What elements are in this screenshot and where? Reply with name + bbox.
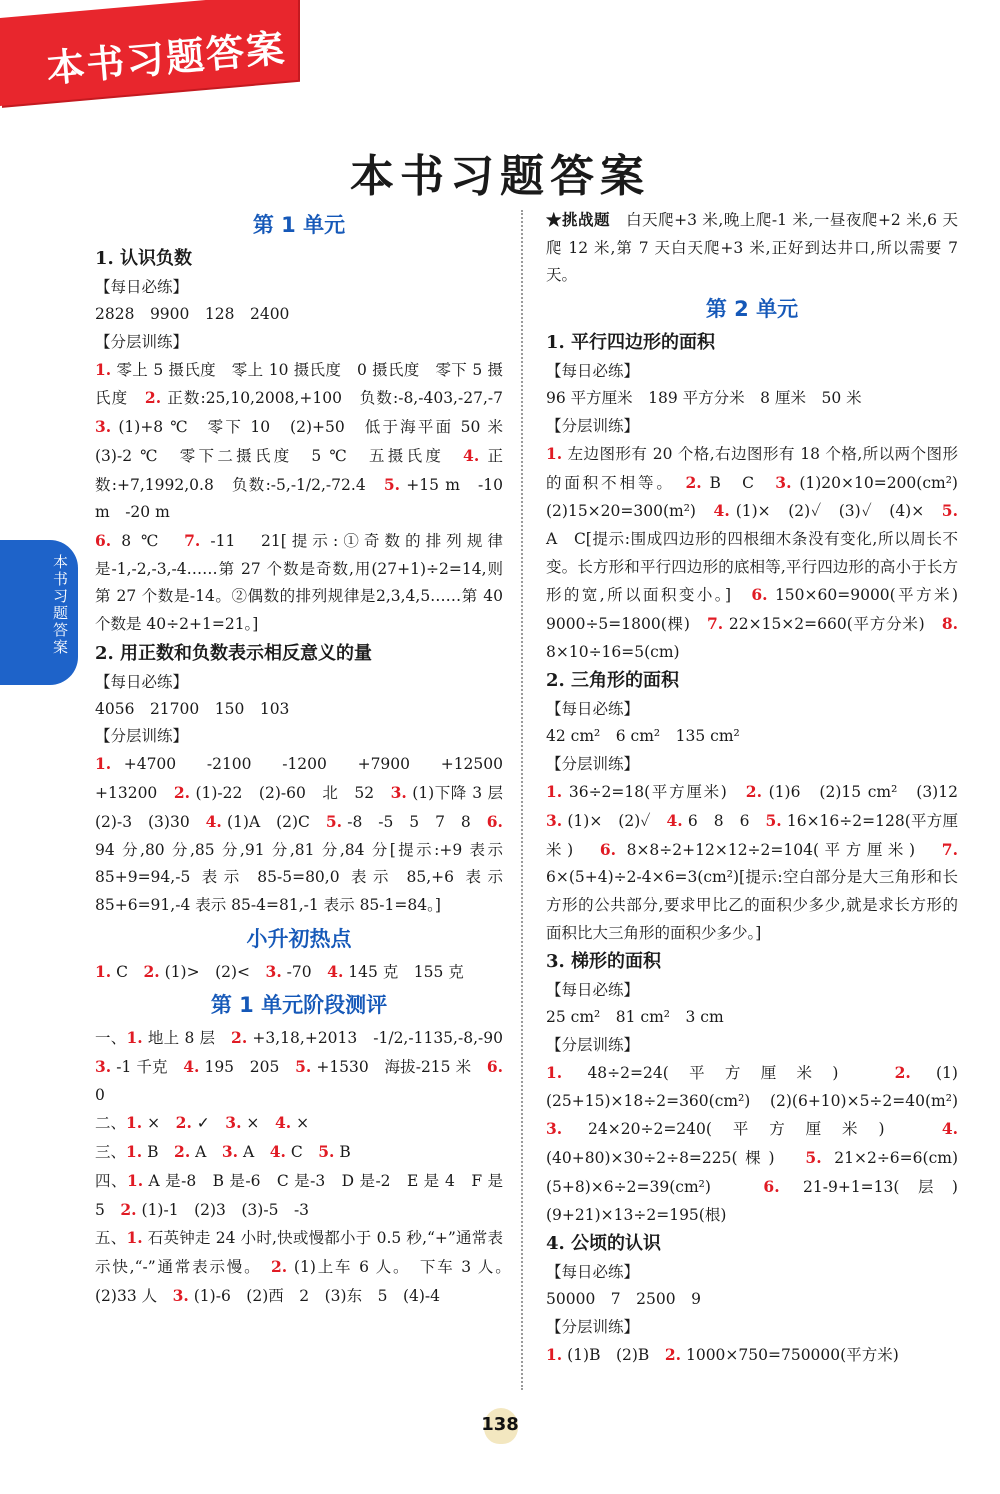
daily-answers: 50000 7 2500 9 bbox=[546, 1290, 701, 1309]
daily-tag: 【每日必练】 bbox=[546, 362, 640, 381]
unit-2-title: 第 2 单元 bbox=[705, 297, 799, 322]
daily-tag: 【每日必练】 bbox=[546, 700, 640, 719]
tier-answers: 1. +4700 -2100 -1200 +7900 +12500 +13200 2. (1)-22 (2)-60 北 52 3. (1)下降 3 层 (2)-3 (3)30 4. (1)A (2)C 5. -8 -5 5 7 8 6. 94 分,80 分,85 分,91 分,81 分,84 分[提示:+9 表示 85+9=94,-5 表示 85-5=80,0 表示 85,+6 表示 85+6=91,-4 表示 85-4=81,-1 表示 85-1=84。] bbox=[95, 754, 519, 914]
test-part-4: 四、1. A 是-8 B 是-6 C 是-3 D 是-2 E 是 4 F 是 5 2. (1)-1 (2)3 (3)-5 -3 bbox=[95, 1170, 503, 1219]
hot-topic-answers: 1. C 2. (1)> (2)< 3. -70 4. 145 克 155 克 bbox=[95, 961, 464, 981]
side-tab-label: 本书习题答案 bbox=[51, 554, 69, 656]
right-column bbox=[546, 206, 974, 1370]
test-part-2: 二、1. × 2. ✓ 3. × 4. × bbox=[95, 1113, 310, 1133]
section-title: 2. 三角形的面积 bbox=[546, 670, 680, 692]
section-title: 1. 认识负数 bbox=[95, 248, 193, 269]
daily-answers: 42 cm² 6 cm² 135 cm² bbox=[546, 727, 740, 746]
banner-label: 本书习题答案 bbox=[44, 26, 288, 91]
tier-tag: 【分层训练】 bbox=[546, 755, 640, 774]
tier-answers: 1. 48÷2=24(平方厘米) 2. (1)(25+15)×18÷2=360(cm²) (2)(6+10)×5÷2=40(m²) 3. 24×20÷2=240(平方厘米) 4. (40+80)×30÷2÷8=225(棵) 5. 21×2÷6=6(cm) (5+8)×6÷2=39(cm²) 6. 21-9+1=13(层) (9+21)×13÷2=195(根) bbox=[546, 1063, 974, 1224]
tier-tag: 【分层训练】 bbox=[95, 727, 189, 746]
left-column bbox=[95, 206, 519, 1310]
side-tab bbox=[0, 540, 78, 685]
test-part-3: 三、1. B 2. A 3. A 4. C 5. B bbox=[95, 1142, 351, 1162]
tier-tag: 【分层训练】 bbox=[546, 1317, 640, 1336]
column-divider bbox=[521, 210, 524, 1390]
daily-answers: 4056 21700 150 103 bbox=[95, 699, 290, 718]
page-title: 本书习题答案 bbox=[350, 151, 650, 202]
section-title: 4. 公顷的认识 bbox=[546, 1233, 662, 1255]
daily-tag: 【每日必练】 bbox=[95, 278, 189, 296]
hot-topic-title: 小升初热点 bbox=[246, 926, 352, 951]
daily-tag: 【每日必练】 bbox=[546, 1263, 640, 1282]
challenge-answer: ★挑战题 白天爬+3 米,晚上爬-1 米,一昼夜爬+2 米,6 天爬 12 米,第 7 天白天爬+3 米,正好到达井口,所以需要 7 天。 bbox=[546, 210, 958, 285]
tier-answers: 1. 左边图形有 20 个格,右边图形有 18 个格,所以两个图形的面积不相等。 2. B C 3. (1)20×10=200(cm²) (2)15×20=300(m²) 4. (1)× (2)✓ (3)✓ (4)× 5. A C[提示:围成四边形的四根细木条没有变化,所以周长不变。长方形和平行四边形的底相等,平行四边形的高小于长方形的宽,所以面积变小。] 6. 150×60=9000(平方米) 9000÷5=1800(棵) 7. 22×15×2=660(平方分米) 8. 8×10÷16=5(cm) bbox=[546, 443, 974, 661]
tier-answers: 1. 36÷2=18(平方厘米) 2. (1)6 (2)15 cm² (3)12 3. (1)× (2)✓ 4. 6 8 6 5. 16×16÷2=128(平方厘米) 6. 8×8÷2+12×12÷2=104(平方厘米) 7. 6×(5+4)÷2-4×6=3(cm²)[提示:空白部分是大三角形和长方形的公共部分,要求甲比乙的面积少多少,就是求长方形的面积比大三角形的面积少多少。] bbox=[546, 782, 958, 942]
unit-test-title: 第 1 单元阶段测评 bbox=[210, 993, 388, 1018]
page-number: 138 bbox=[481, 1414, 519, 1435]
tier-answers: 1. 零上 5 摄氏度 零上 10 摄氏度 0 摄氏度 零下 5 摄氏度 2. 正数:25,10,2008,+100 负数:-8,-403,-27,-7 3. (1)+8 ℃ 零下 10 (2)+50 低于海平面 50 米 (3)-2 ℃ 零下二摄氏度 5 ℃ 五摄氏度 4. 正数:+7,1992,0.8 负数:-5,-1/2,-72.4 5. +15 m -10 m -20 m 6. 8 ℃ 7. -11 21[提示:①奇数的排列规律是-1,-2,-3,-4……第 27 个数是奇数,用(27+1)÷2=14,则第 27 个数是-14。②偶数的排列规律是2,3,4,5……第 40 个数是 40÷2+1=21。] bbox=[95, 359, 519, 634]
section-title: 1. 平行四边形的面积 bbox=[546, 332, 716, 354]
tier-tag: 【分层训练】 bbox=[546, 1036, 640, 1055]
section-title: 2. 用正数和负数表示相反意义的量 bbox=[95, 642, 373, 664]
daily-answers: 25 cm² 81 cm² 3 cm bbox=[546, 1008, 724, 1027]
test-part-1: 一、1. 地上 8 层 2. +3,18,+2013 -1/2,-1135,-8,-90 3. -1 千克 4. 195 205 5. +1530 海拔-215 米 6. 0 bbox=[95, 1028, 503, 1104]
section-title: 3. 梯形的面积 bbox=[546, 951, 662, 973]
daily-answers: 96 平方厘米 189 平方分米 8 厘米 50 米 bbox=[546, 389, 862, 408]
tier-tag: 【分层训练】 bbox=[95, 332, 189, 351]
daily-tag: 【每日必练】 bbox=[546, 981, 640, 1000]
unit-1-title: 第 1 单元 bbox=[252, 213, 346, 237]
test-part-5: 五、1. 石英钟走 24 小时,快或慢都小于 0.5 秒,“+”通常表示快,“-”通常表示慢。 2. (1)上车 6 人。 下车 3 人。 (2)33 人 3. (1)-6 (2)西 2 (3)东 5 (4)-4 bbox=[95, 1228, 519, 1305]
daily-answers: 2828 9900 128 2400 bbox=[95, 305, 290, 323]
daily-tag: 【每日必练】 bbox=[95, 672, 189, 691]
tier-tag: 【分层训练】 bbox=[546, 416, 640, 435]
tier-answers: 1. (1)B (2)B 2. 1000×750=750000(平方米) bbox=[546, 1344, 899, 1364]
